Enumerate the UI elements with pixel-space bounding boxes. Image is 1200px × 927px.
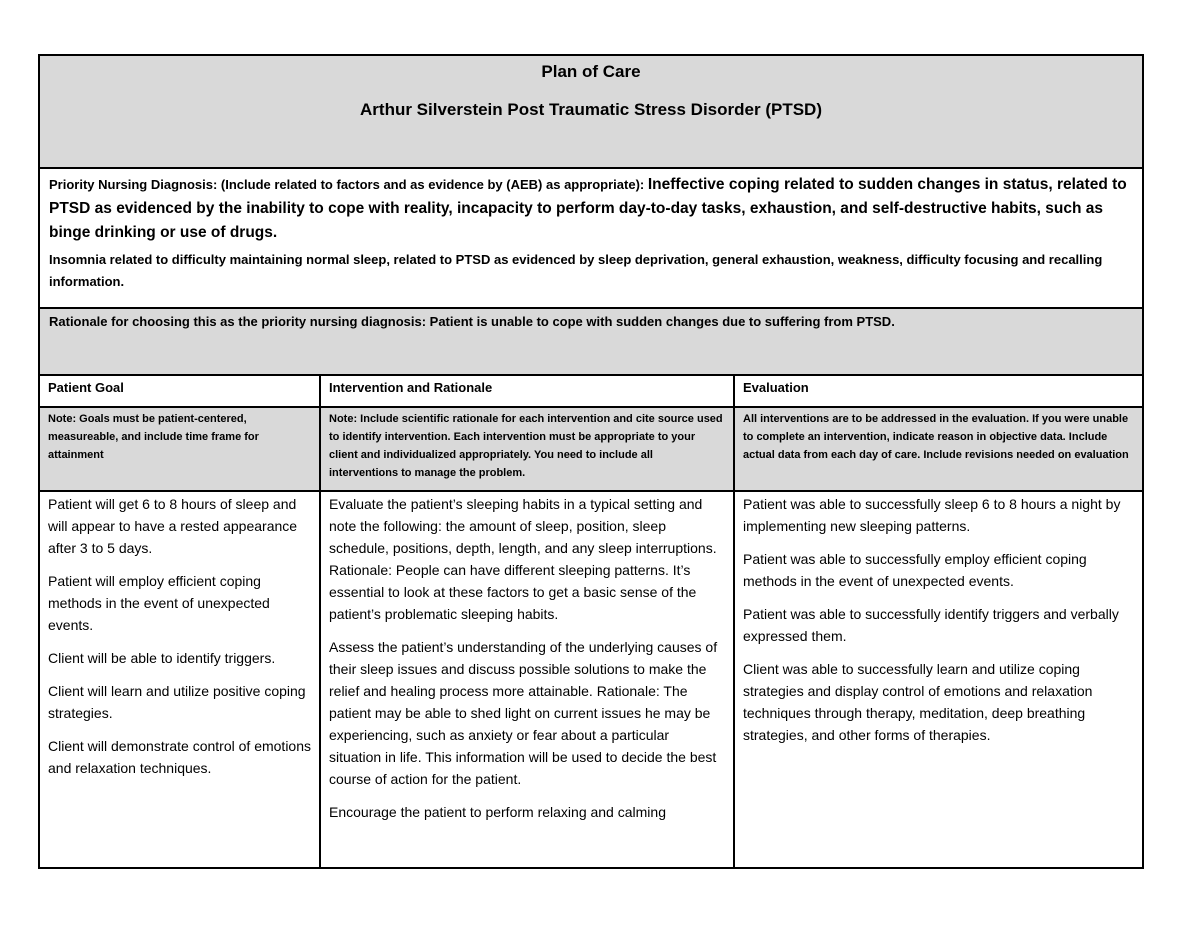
column-headers <box>40 376 1142 408</box>
rationale-block <box>40 309 1142 376</box>
page-title: Plan of Care <box>541 62 641 81</box>
goal-item: Patient will get 6 to 8 hours of sleep and will appear to have a rested appearance after 3 to 5 days. <box>48 496 298 556</box>
header-patient-goal: Patient Goal <box>40 376 321 406</box>
intervention-item: Encourage the patient to perform relaxing and calming <box>329 804 666 820</box>
goal-item: Client will be able to identify triggers. <box>48 650 276 666</box>
evaluation-item: Client was able to successfully learn and utilize coping strategies and display control of emotions and relaxation techniques through therapy, meditation, deep breathing strategies, and other forms of therapies. <box>743 661 1093 743</box>
page-subtitle: Arthur Silverstein Post Traumatic Stress Disorder (PTSD) <box>360 100 822 119</box>
header-intervention: Intervention and Rationale <box>321 376 735 406</box>
goal-item: Client will demonstrate control of emotions and relaxation techniques. <box>48 738 312 776</box>
rationale-text: Rationale for choosing this as the priority nursing diagnosis: Patient is unable to cope with sudden changes due to suffering from PTSD. <box>49 314 895 329</box>
note-intervention: Note: Include scientific rationale for each intervention and cite source used to identify intervention. Each intervention must be appropriate to your client and individualized appropriately. You need to include all interventions to manage the problem. <box>321 408 735 490</box>
intervention-item: Evaluate the patient’s sleeping habits in a typical setting and note the following: the amount of sleep, position, sleep schedule, positions, depth, length, and any sleep interruptions. Rationale: People can have different sleeping patterns. It’s essential to look at these factors to get a basic sense of the patient’s problematic sleeping habits. <box>329 496 717 622</box>
title-block <box>40 56 1142 169</box>
priority-diagnosis <box>49 173 1133 245</box>
diagnosis-main: Ineffective coping related to sudden changes in status, related to PTSD as evidenced by the inability to cope with reality, incapacity to perform day-to-day tasks, exhaustion, and self-destructive habits, such as binge drinking or use of drugs. <box>49 176 1127 241</box>
care-plan-body <box>40 492 1142 867</box>
evaluation-item: Patient was able to successfully identify triggers and verbally expressed them. <box>743 606 1119 644</box>
diagnosis-block <box>40 169 1142 309</box>
secondary-diagnosis: Insomnia related to difficulty maintaining normal sleep, related to PTSD as evidenced by sleep deprivation, general exhaustion, weakness, difficulty focusing and recalling information. <box>49 252 1103 289</box>
diagnosis-lead: Priority Nursing Diagnosis: (Include related to factors and as evidence by (AEB) as appropriate): <box>49 177 648 192</box>
intervention-item: Assess the patient’s understanding of the underlying causes of their sleep issues and discuss possible solutions to make the relief and healing process more attainable. Rationale: The patient may be able to shed light on current issues he may be experiencing, such as anxiety or fear about a particular situation in life. This information will be used to decide the best course of action for the patient. <box>329 639 718 787</box>
evaluation-item: Patient was able to successfully employ efficient coping methods in the event of unexpected events. <box>743 551 1087 589</box>
goal-item: Client will learn and utilize positive coping strategies. <box>48 683 306 721</box>
plan-of-care-table <box>38 54 1144 869</box>
note-evaluation: All interventions are to be addressed in the evaluation. If you were unable to complete an intervention, indicate reason in objective data. Include actual data from each day of care. Include revisions needed on evaluation <box>743 413 1129 461</box>
notes-row <box>40 408 1142 492</box>
evaluations-cell <box>735 492 1142 867</box>
evaluation-item: Patient was able to successfully sleep 6 to 8 hours a night by implementing new sleeping patterns. <box>743 496 1121 534</box>
goals-cell <box>40 492 321 867</box>
goal-item: Patient will employ efficient coping methods in the event of unexpected events. <box>48 573 270 633</box>
header-evaluation: Evaluation <box>743 380 809 395</box>
note-patient-goal: Note: Goals must be patient-centered, measureable, and include time frame for attainment <box>40 408 321 490</box>
interventions-cell <box>321 492 735 867</box>
